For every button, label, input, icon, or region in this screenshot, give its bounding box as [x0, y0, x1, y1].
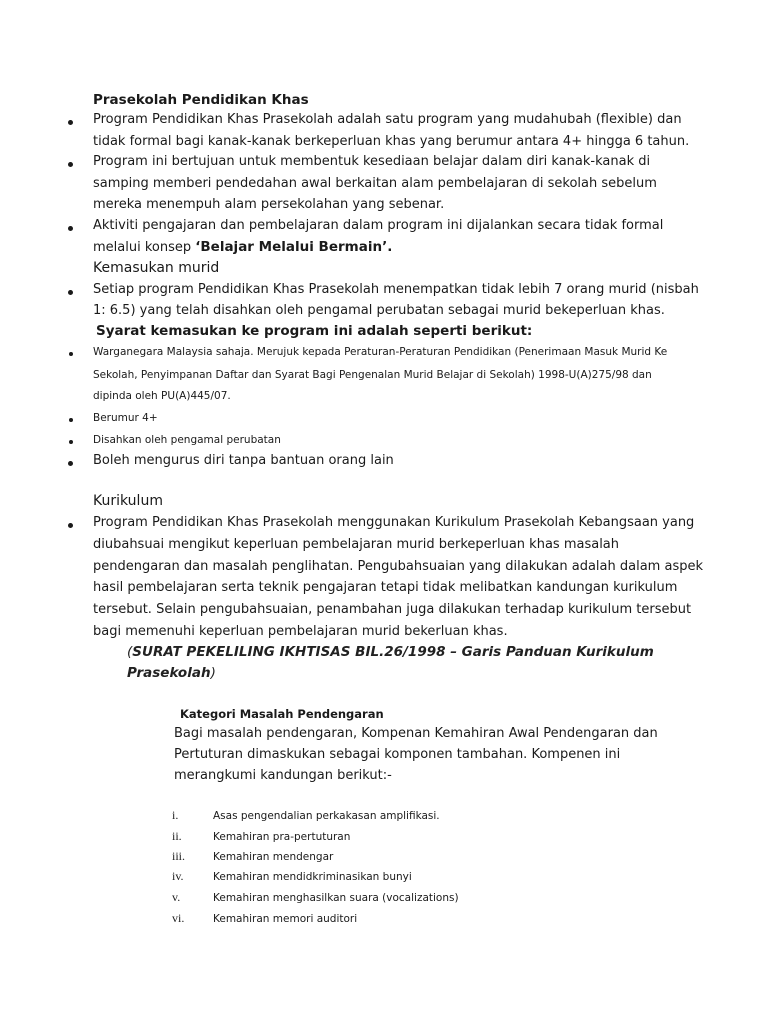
bullet-icon: [68, 290, 73, 295]
syarat-item-1-line-3: dipinda oleh PU(A)445/07.: [93, 390, 231, 402]
kemasukan-bullet-line-1: Setiap program Pendidikan Khas Prasekolah menempatkan tidak lebih 7 orang murid (nisbah: [93, 282, 699, 297]
syarat-item-2: Berumur 4+: [93, 412, 158, 424]
list-item-number: v.: [172, 890, 181, 904]
intro-bullet-2-line-3: mereka menempuh alam persekolahan yang sebenar.: [93, 197, 445, 212]
citation-text-2: Prasekolah: [127, 665, 211, 681]
citation-line-1: [127, 644, 654, 660]
list-item-number: iv.: [172, 869, 184, 883]
bullet-icon: [69, 440, 73, 444]
citation-close-paren: ): [210, 665, 216, 681]
kategori-para-line-2: Pertuturan dimaskukan sebagai komponen tambahan. Kompenen ini: [174, 747, 621, 762]
bullet-icon: [68, 162, 73, 167]
bullet-icon: [68, 226, 73, 231]
list-item-number: i.: [172, 808, 179, 822]
bullet-icon: [68, 461, 73, 466]
bullet-icon: [69, 352, 73, 356]
list-item-number: vi.: [172, 911, 185, 925]
citation-text: SURAT PEKELILING IKHTISAS BIL.26/1998 – Garis Panduan Kurikulum: [132, 644, 654, 660]
intro-bullet-1-line-2: tidak formal bagi kanak-kanak berkeperluan khas yang berumur antara 4+ hingga 6 tahun.: [93, 134, 690, 149]
kurikulum-line-5: tersebut. Selain pengubahsuaian, penambahan juga dilakukan terhadap kurikulum tersebut: [93, 602, 692, 617]
bullet-icon: [68, 120, 73, 125]
kategori-para-line-3: merangkumi kandungan berikut:-: [174, 768, 392, 783]
list-item-text: Kemahiran menghasilkan suara (vocalizations): [213, 892, 459, 904]
list-item-text: Kemahiran pra-pertuturan: [213, 831, 351, 843]
citation-open-paren: (: [127, 644, 133, 660]
kurikulum-line-1: Program Pendidikan Khas Prasekolah menggunakan Kurikulum Prasekolah Kebangsaan yang: [93, 515, 695, 530]
syarat-item-4: Boleh mengurus diri tanpa bantuan orang lain: [93, 453, 394, 468]
list-item-text: Kemahiran mendidkriminasikan bunyi: [213, 871, 412, 883]
kurikulum-line-2: diubahsuai mengikut keperluan pembelajaran murid berkeperluan khas masalah: [93, 537, 620, 552]
list-item-number: iii.: [172, 849, 186, 863]
syarat-item-3: Disahkan oleh pengamal perubatan: [93, 434, 281, 446]
section-heading-kategori: Kategori Masalah Pendengaran: [180, 707, 384, 721]
bullet-icon: [68, 523, 73, 528]
intro-bullet-2-line-1: Program ini bertujuan untuk membentuk kesediaan belajar dalam diri kanak-kanak di: [93, 154, 651, 169]
intro-concept-bold: ‘Belajar Melalui Bermain’.: [195, 239, 393, 255]
intro-bullet-1-line-1: Program Pendidikan Khas Prasekolah adalah satu program yang mudahubah (flexible) dan: [93, 112, 682, 127]
list-item-text: Asas pengendalian perkakasan amplifikasi.: [213, 810, 440, 822]
kurikulum-line-6: bagi memenuhi keperluan pembelajaran murid bekerluan khas.: [93, 624, 508, 639]
list-item-text: Kemahiran memori auditori: [213, 913, 358, 925]
syarat-heading: Syarat kemasukan ke program ini adalah seperti berikut:: [96, 323, 533, 339]
kurikulum-line-3: pendengaran dan masalah penglihatan. Pengubahsuaian yang dilakukan adalah dalam aspek: [93, 559, 703, 574]
citation-line-2: [127, 665, 216, 681]
intro-concept-prefix: melalui konsep: [93, 240, 196, 255]
list-item-number: ii.: [172, 829, 182, 843]
intro-bullet-3-line-2: [93, 239, 392, 255]
kemasukan-bullet-line-2: 1: 6.5) yang telah disahkan oleh pengamal perubatan sebagai murid bekeperluan khas.: [93, 303, 665, 318]
section-heading-kurikulum: Kurikulum: [93, 493, 163, 509]
page-title: Prasekolah Pendidikan Khas: [93, 92, 309, 108]
syarat-item-1-line-1: Warganegara Malaysia sahaja. Merujuk kepada Peraturan-Peraturan Pendidikan (Penerimaan Masuk Murid Ke: [93, 346, 668, 358]
syarat-item-1-line-2: Sekolah, Penyimpanan Daftar dan Syarat Bagi Pengenalan Murid Belajar di Sekolah) 1998-U(A)275/98 dan: [93, 369, 652, 381]
intro-bullet-2-line-2: samping memberi pendedahan awal berkaitan alam pembelajaran di sekolah sebelum: [93, 176, 657, 191]
kurikulum-line-4: hasil pembelajaran serta teknik pengajaran tetapi tidak melibatkan kandungan kurikulum: [93, 580, 678, 595]
bullet-icon: [69, 418, 73, 422]
kategori-para-line-1: Bagi masalah pendengaran, Kompenan Kemahiran Awal Pendengaran dan: [174, 726, 658, 741]
intro-bullet-3-line-1: Aktiviti pengajaran dan pembelajaran dalam program ini dijalankan secara tidak formal: [93, 218, 664, 233]
section-heading-kemasukan: Kemasukan murid: [93, 260, 220, 276]
list-item-text: Kemahiran mendengar: [213, 851, 334, 863]
